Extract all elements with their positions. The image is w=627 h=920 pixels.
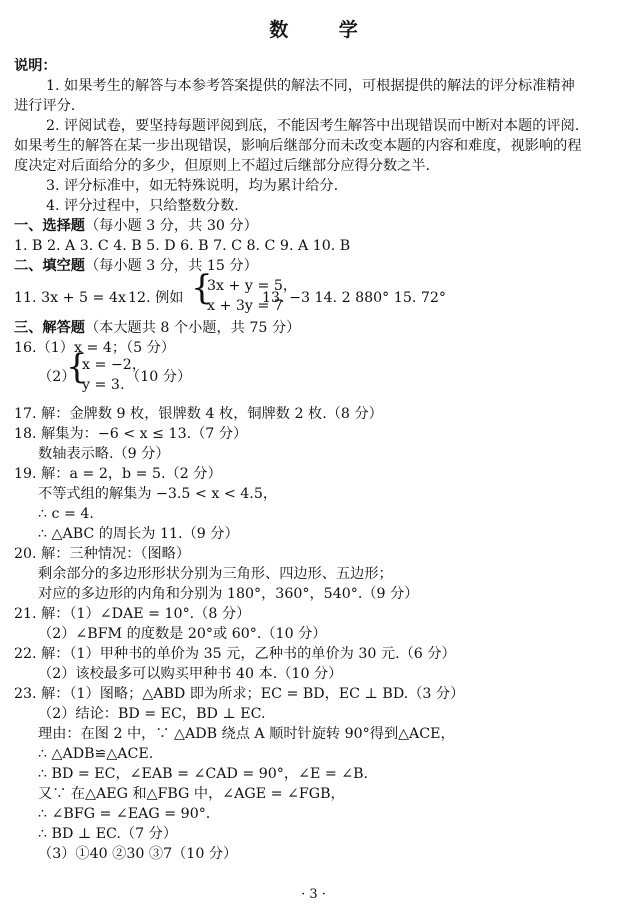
note-3: 3. 评分标准中，如无特殊说明，均为累计给分.: [46, 178, 339, 194]
answer-q20b: 剩余部分的多边形形状分别为三角形、四边形、五边形；: [38, 566, 393, 582]
answer-q18a: 18. 解集为：−6 < x ≤ 13.（7 分）: [14, 426, 248, 442]
section3-header: [14, 318, 300, 338]
answer-q19d: ∴ △ABC 的周长为 11.（9 分）: [38, 526, 239, 542]
answer-q20c: 对应的多边形的内角和分别为 180°，360°，540°.（9 分）: [38, 586, 419, 602]
brace-icon: {: [191, 268, 213, 308]
section3-note: （本大题共 8 个小题，共 75 分）: [84, 320, 301, 336]
section2-note: （每小题 3 分，共 15 分）: [84, 258, 258, 274]
section1-answers: 1. B 2. A 3. C 4. B 5. D 6. B 7. C 8. C 9. A 10. B: [14, 238, 351, 254]
answer-q16-2-prefix: （2）: [38, 369, 76, 385]
answer-q20a: 20. 解：三种情况：（图略）: [14, 546, 191, 562]
answer-q16-1: 16.（1）x = 4；（5 分）: [14, 340, 176, 356]
answer-q23g: ∴ ∠BFG = ∠EAG = 90°.: [38, 806, 211, 822]
brace-icon: {: [66, 347, 88, 387]
answer-q11: 11. 3x + 5 = 4x: [14, 290, 126, 306]
answer-q16-2-score: （10 分）: [126, 369, 192, 385]
answers-q13-15: 13. −3 14. 2 880° 15. 72°: [262, 290, 447, 306]
answer-q12-eq1: 3x + y = 5，: [207, 278, 298, 294]
note-2b: 如果考生的解答在某一步出现错误，影响后继部分而未改变本题的内容和难度，视影响的程: [14, 138, 582, 154]
page-title: 数 学: [269, 19, 380, 41]
section1-note: （每小题 3 分，共 30 分）: [84, 218, 258, 234]
answer-q23b: （2）结论：BD = EC，BD ⊥ EC.: [38, 706, 266, 722]
answer-q17: 17. 解：金牌数 9 枚，银牌数 4 枚，铜牌数 2 枚.（8 分）: [14, 406, 383, 422]
note-2c: 度决定对后面给分的多少，但原则上不超过后继部分应得分数之半.: [14, 158, 430, 174]
answer-q19a: 19. 解：a = 2，b = 5.（2 分）: [14, 466, 222, 482]
answer-q21a: 21. 解：（1）∠DAE = 10°.（8 分）: [14, 606, 251, 622]
answer-q23a: 23. 解：（1）图略；△ABD 即为所求；EC = BD，EC ⊥ BD.（3 分）: [14, 686, 465, 702]
answer-q16-2-eq2: y = 3.: [82, 377, 125, 393]
answer-q23e: ∴ BD = EC，∠EAB = ∠CAD = 90°，∠E = ∠B.: [38, 766, 369, 782]
answer-q21b: （2）∠BFM 的度数是 20°或 60°.（10 分）: [38, 626, 327, 642]
note-4: 4. 评分过程中，只给整数分数.: [46, 198, 239, 214]
answer-q22a: 22. 解：（1）甲种书的单价为 35 元，乙种书的单价为 30 元.（6 分）: [14, 646, 456, 662]
section1-header: [14, 216, 258, 236]
section2-heading: 二、填空题: [14, 258, 85, 274]
answer-q23i: （3）①40 ②30 ③7（10 分）: [38, 846, 238, 862]
section3-heading: 三、解答题: [14, 320, 85, 336]
note-1a: 1. 如果考生的解答与本参考答案提供的解法不同，可根据提供的解法的评分标准精神: [46, 78, 575, 94]
answer-q12-prefix: 12. 例如: [128, 290, 184, 306]
section1-heading: 一、选择题: [14, 218, 85, 234]
note-1b: 进行评分.: [14, 98, 76, 114]
note-2a: 2. 评阅试卷，要坚持每题评阅到底，不能因考生解答中出现错误而中断对本题的评阅.: [46, 118, 580, 134]
answer-q18b: 数轴表示略.（9 分）: [38, 446, 170, 462]
answer-q23d: ∴ △ADB≌△ACE.: [38, 746, 154, 762]
answer-q19c: ∴ c = 4.: [38, 506, 94, 522]
notes-heading: 说明：: [14, 58, 57, 74]
answer-q19b: 不等式组的解集为 −3.5 < x < 4.5，: [38, 486, 278, 502]
answer-q22b: （2）该校最多可以购买甲种书 40 本.（10 分）: [38, 666, 343, 682]
answer-q23h: ∴ BD ⊥ EC.（7 分）: [38, 826, 178, 842]
section2-header: [14, 256, 258, 276]
answer-q16-2-eq1: x = −2，: [82, 357, 147, 373]
answer-q12-eq2: x + 3y = 7: [207, 298, 283, 314]
answer-q23c: 理由：在图 2 中，∵ △ADB 绕点 A 顺时针旋转 90°得到△ACE，: [38, 726, 455, 742]
page-number: · 3 ·: [301, 887, 326, 902]
answer-q23f: 又∵ 在△AEG 和△FBG 中，∠AGE = ∠FGB，: [38, 786, 345, 802]
